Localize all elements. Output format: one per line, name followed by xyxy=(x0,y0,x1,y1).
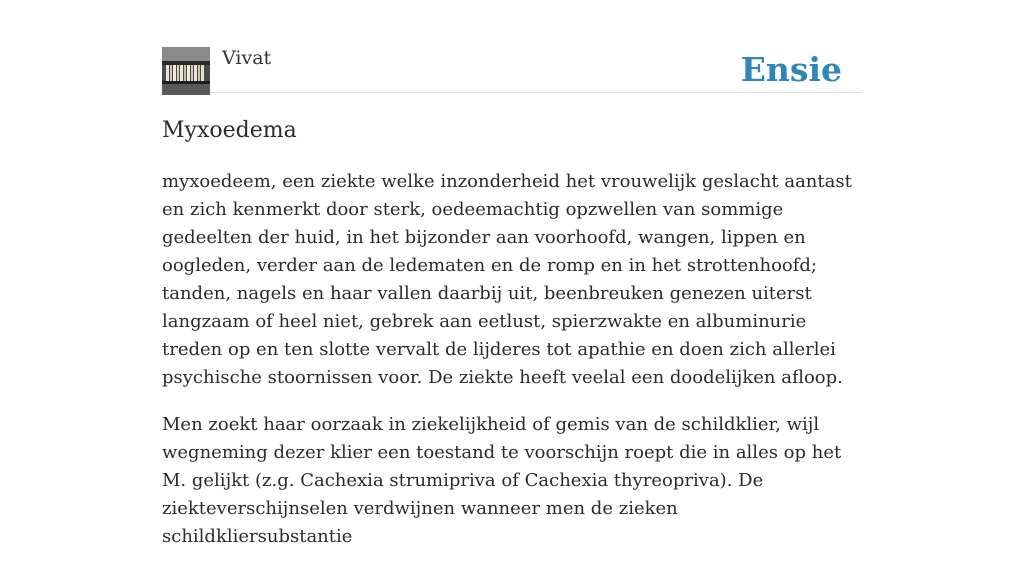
article-title: Myxoedema xyxy=(162,118,297,143)
avatar[interactable] xyxy=(162,47,210,95)
bookshelf-photo-icon xyxy=(162,47,210,95)
article-paragraph: myxoedeem, een ziekte welke inzonderheid het vrouwelijk geslacht aantast en zich kenmerkt door sterk, oedeemachtig opzwellen van sommige gedeelten der huid, in het bijzonder aan voorhoofd, wangen, lippen en oogleden, verder aan de ledematen en de romp en in het strottenhoofd; tanden, nagels en haar vallen daarbij uit, beenbreuken genezen uiterst langzaam of heel niet, gebrek aan eetlust, spierzwakte en albuminurie treden op en ten slotte vervalt de lijderes tot apathie en doen zich allerlei psychische stoornissen voor. De ziekte heeft veelal een doodelijken afloop. xyxy=(162,171,852,388)
username[interactable]: Vivat xyxy=(222,47,272,69)
header xyxy=(162,0,862,93)
article-paragraph: Men zoekt haar oorzaak in ziekelijkheid of gemis van de schildklier, wijl wegneming dezer klier een toestand te voorschijn roept die in alles op het M. gelijkt (z.g. Cachexia strumipriva of Cachexia thyreopriva). De ziekteverschijnselen verdwijnen wanneer men de zieken schildkliersubstantie xyxy=(162,414,842,547)
article-body xyxy=(162,168,862,570)
brand-logo[interactable]: Ensie xyxy=(740,50,842,89)
page xyxy=(162,0,862,547)
